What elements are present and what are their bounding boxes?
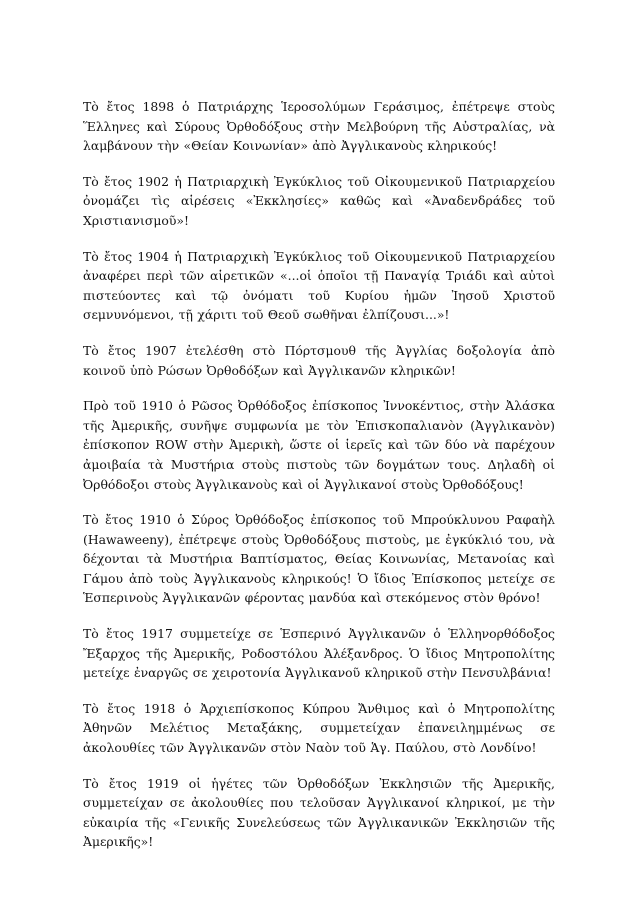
paragraph-1907: Τὸ ἔτος 1907 ἐτελέσθη στὸ Πόρτσμουθ τῆς Ἀγγλίας δοξολογία ἀπὸ κοινοῦ ὑπὸ Ρώσων Ὀρθοδόξων καὶ Ἀγγλικανῶν κληρικῶν! <box>83 342 555 378</box>
paragraph-1919: Τὸ ἔτος 1919 οἱ ἡγέτες τῶν Ὀρθοδόξων Ἐκκλησιῶν τῆς Ἀμερικῆς, συμμετείχαν σε ἀκολουθίες που τελοῦσαν Ἀγγλικανοί κληρικοί, με τὴν εὐκαιρία τῆς «Γενικῆς Συνελεύσεως τῶν Ἀγγλικανικῶν Ἐκκλησιῶν τῆς Ἀμερικῆς»! <box>83 775 555 850</box>
paragraph-pre-1910: Πρὸ τοῦ 1910 ὁ Ρῶσος Ὀρθόδοξος ἐπίσκοπος Ἰννοκέντιος, στὴν Ἀλάσκα τῆς Ἀμερικῆς, συνῆψε συμφωνία με τὸν Ἐπισκοπαλιανὸν (Ἀγγλικανὸν) ἐπίσκοπον ROW στὴν Ἀμερικὴ, ὥστε οἱ ἱερεῖς καὶ τῶν δύο νὰ παρέχουν ἀμοιβαία τὰ Μυστήρια στοὺς πιστοὺς τῶν δογμάτων τους. Δηλαδὴ οἱ Ὀρθόδοξοι στοὺς Ἀγγλικανοὺς καὶ οἱ Ἀγγλικανοί στοὺς Ὀρθοδόξους! <box>83 398 555 492</box>
paragraph-1918: Τὸ ἔτος 1918 ὁ Ἀρχιεπίσκοπος Κύπρου Ἄνθιμος καὶ ὁ Μητροπολίτης Ἀθηνῶν Μελέτιος Μεταξάκης, συμμετείχαν ἐπανειλημμένως σε ἀκολουθίες τῶν Ἀγγλικανῶν στὸν Ναὸν τοῦ Ἁγ. Παύλου, στὸ Λονδίνο! <box>83 700 555 756</box>
paragraph-1917: Τὸ ἔτος 1917 συμμετείχε σε Ἑσπερινό Ἀγγλικανῶν ὁ Ἑλληνορθόδοξος Ἔξαρχος τῆς Ἀμερικῆς, Ροδοστόλου Ἀλέξανδρος. Ὁ ἴδιος Μητροπολίτης μετείχε ἐναργῶς σε χειροτονία Ἀγγλικανοῦ κληρικοῦ στὴν Πενσυλβάνια! <box>83 626 555 681</box>
paragraph-1902: Τὸ ἔτος 1902 ἡ Πατριαρχικὴ Ἐγκύκλιος τοῦ Οἰκουμενικοῦ Πατριαρχείου ὀνομάζει τὶς αἱρέσεις «Ἐκκλησίες» καθῶς καὶ «Ἀναδενδράδες τοῦ Χριστιανισμοῦ»! <box>83 173 555 228</box>
paragraph-1898: Τὸ ἔτος 1898 ὁ Πατριάρχης Ἱεροσολύμων Γεράσιμος, ἐπέτρεψε στοὺς Ἕλληνες καὶ Σύρους Ὀρθοδόξους στὴν Μελβούρνη τῆς Αὐστραλίας, νὰ λαμβάνουν τὴν «Θείαν Κοινωνίαν» ἀπὸ Ἀγγλικανοὺς κληρικούς! <box>83 99 555 154</box>
paragraph-1910: Τὸ ἔτος 1910 ὁ Σύρος Ὀρθόδοξος ἐπίσκοπος τοῦ Μπρούκλυνου Ραφαὴλ (Hawaweeny), ἐπέτρεψε στοὺς Ὀρθοδόξους πιστοὺς, με ἐγκύκλιό του, νὰ δέχονται τὰ Μυστήρια Βαπτίσματος, Θείας Κοινωνίας, Μετανοίας καὶ Γάμου ἀπὸ τοὺς Ἀγγλικανοὺς κληρικούς! Ὁ ἴδιος Ἐπίσκοπος μετείχε σε Ἑσπερινοὺς Ἀγγλικανῶν φέροντας μανδύα καὶ στεκόμενος στὸν θρόνο! <box>83 512 555 606</box>
document-page <box>83 97 555 868</box>
paragraph-1904: Τὸ ἔτος 1904 ἡ Πατριαρχικὴ Ἐγκύκλιος τοῦ Οἰκουμενικοῦ Πατριαρχείου ἀναφέρει περὶ τῶν αἱρετικῶν «...οἱ ὁποῖοι τῇ Παναγίᾳ Τριάδι καὶ αὐτοὶ πιστεύοντες καὶ τῷ ὀνόματι τοῦ Κυρίου ἡμῶν Ἰησοῦ Χριστοῦ σεμνυνόμενοι, τῇ χάριτι τοῦ Θεοῦ σωθῆναι ἐλπίζουσι...»! <box>83 248 555 323</box>
